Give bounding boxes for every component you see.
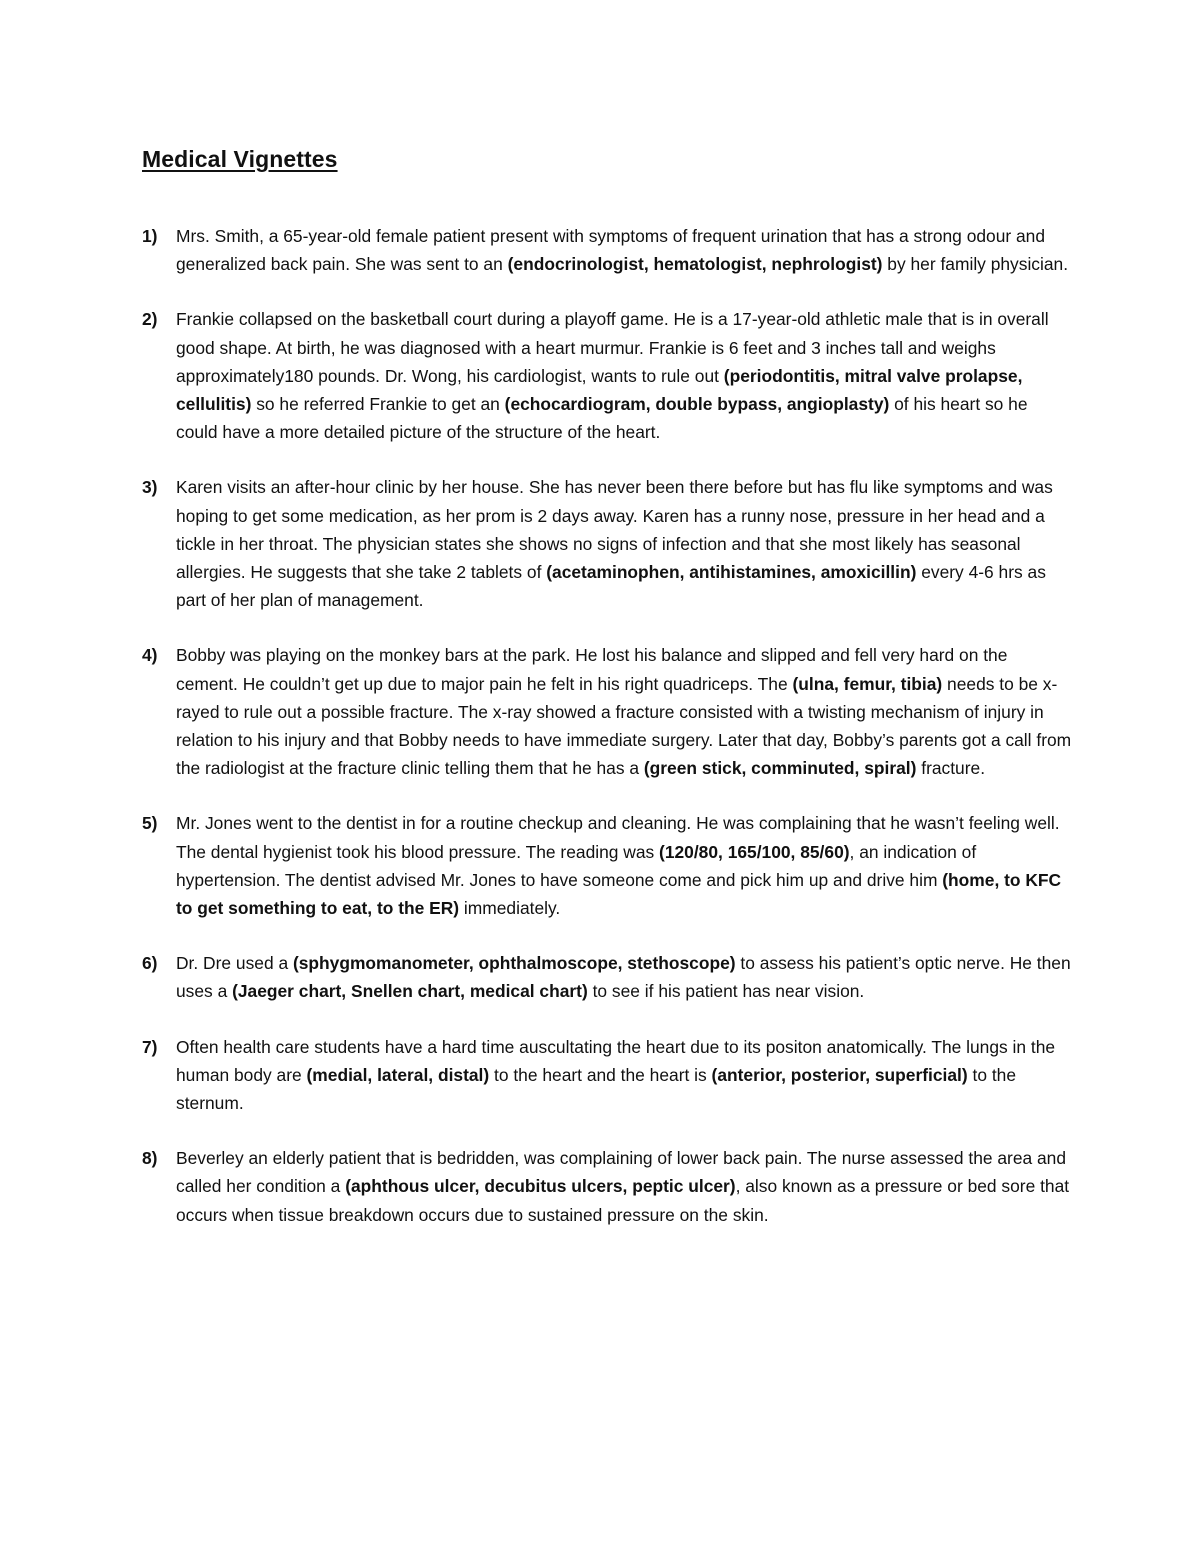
vignette-text-segment: Bobby was playing on the monkey bars at the park. He lost his balance and slipped and fell very hard on the cement. He couldn’t get up due to major pain he felt in his right quadriceps. The: [176, 645, 1008, 694]
answer-choices: (periodontitis, mitral valve prolapse, cellulitis): [176, 365, 1023, 415]
vignette-text-segment: Mrs. Smith, a 65-year-old female patient present with symptoms of frequent urination that has a strong odour and generalized back pain. She was sent to an: [176, 226, 1046, 275]
vignette-item: [142, 949, 1072, 1005]
vignette-text-segment: Frankie collapsed on the basketball court during a playoff game. He is a 17-year-old athletic male that is in overall good shape. At birth, he was diagnosed with a heart murmur. Frankie is 6 feet and 3 inches tall and weighs approximately180 pounds. Dr. Wong, his cardiologist, wants to rule out: [176, 309, 1049, 386]
vignette-text-segment: fracture.: [916, 758, 986, 779]
answer-choices: (sphygmomanometer, ophthalmoscope, stethoscope): [292, 953, 736, 974]
answer-choices: (endocrinologist, hematologist, nephrologist): [507, 254, 883, 275]
answer-choices: (Jaeger chart, Snellen chart, medical chart): [232, 981, 588, 1002]
vignette-text: [176, 222, 1072, 278]
answer-choices: (aphthous ulcer, decubitus ulcers, peptic ulcer): [345, 1176, 736, 1197]
vignette-item: [142, 473, 1072, 614]
vignette-text: [176, 949, 1072, 1005]
vignette-number: 7): [142, 1036, 158, 1057]
vignette-text-segment: , an indication of hypertension. The dentist advised Mr. Jones to have someone come and pick him up and drive him: [176, 841, 977, 890]
vignette-text: [176, 1144, 1072, 1229]
answer-choices: (acetaminophen, antihistamines, amoxicillin): [546, 562, 917, 583]
vignette-text-segment: to the sternum.: [176, 1064, 1016, 1114]
vignette-number: 2): [142, 309, 158, 330]
vignette-list: [142, 222, 1072, 1256]
vignette-number: 3): [142, 477, 158, 498]
vignette-text-segment: to see if his patient has near vision.: [587, 981, 865, 1002]
vignette-text-segment: by her family physician.: [882, 254, 1069, 275]
vignette-text: [176, 473, 1072, 614]
vignette-item: [142, 222, 1072, 278]
vignette-text: [176, 641, 1072, 782]
vignette-number: 8): [142, 1148, 158, 1169]
vignette-number: 6): [142, 953, 158, 974]
vignette-text-segment: Mr. Jones went to the dentist in for a routine checkup and cleaning. He was complaining that he wasn’t feeling well. The dental hygienist took his blood pressure. The reading was: [176, 813, 1060, 862]
vignette-text-segment: every 4-6 hrs as part of her plan of management.: [176, 562, 1046, 611]
vignette-text-segment: Often health care students have a hard time auscultating the heart due to its positon anatomically. The lungs in the human body are: [176, 1036, 1056, 1085]
vignette-text-segment: Karen visits an after-hour clinic by her house. She has never been there before but has flu like symptoms and was hoping to get some medication, as her prom is 2 days away. Karen has a runny nose, pressure in her head and a tickle in her throat. The physician states she shows no signs of infection and that she most likely has seasonal allergies. He suggests that she take 2 tablets of: [176, 477, 1053, 583]
vignette-item: [142, 1144, 1072, 1229]
vignette-number: 1): [142, 226, 158, 246]
vignette-text-segment: of his heart so he could have a more detailed picture of the structure of the heart.: [176, 394, 1028, 443]
vignette-item: [142, 641, 1072, 782]
vignette-text-segment: Beverley an elderly patient that is bedridden, was complaining of lower back pain. The nurse assessed the area and called her condition a: [176, 1148, 1067, 1197]
answer-choices: (120/80, 165/100, 85/60): [659, 841, 850, 862]
vignette-item: [142, 305, 1072, 446]
vignette-text: [176, 809, 1072, 922]
vignette-number: 4): [142, 645, 158, 666]
answer-choices: (home, to KFC to get something to eat, to the ER): [176, 869, 1062, 919]
answer-choices: (echocardiogram, double bypass, angioplasty): [504, 394, 890, 415]
vignette-text: [176, 305, 1072, 446]
vignette-text-segment: immediately.: [459, 898, 561, 919]
vignette-text-segment: , also known as a pressure or bed sore that occurs when tissue breakdown occurs due to sustained pressure on the skin.: [176, 1176, 1070, 1225]
vignette-number: 5): [142, 813, 158, 834]
answer-choices: (medial, lateral, distal): [306, 1064, 490, 1085]
vignette-item: [142, 809, 1072, 922]
vignette-text-segment: to assess his patient’s optic nerve. He then uses a: [176, 953, 1071, 1002]
answer-choices: (anterior, posterior, superficial): [711, 1064, 968, 1085]
answer-choices: (green stick, comminuted, spiral): [643, 758, 917, 779]
page-title: Medical Vignettes: [142, 146, 338, 172]
vignette-item: [142, 1033, 1072, 1118]
vignette-text-segment: needs to be x-rayed to rule out a possible fracture. The x-ray showed a fracture consisted with a twisting mechanism of injury in relation to his injury and that Bobby needs to have immediate surgery. Later that day, Bobby’s parents got a call from the radiologist at the fracture clinic telling them that he has a: [176, 673, 1072, 779]
answer-choices: (ulna, femur, tibia): [792, 673, 943, 694]
vignette-text-segment: to the heart and the heart is: [489, 1064, 712, 1085]
vignette-text-segment: Dr. Dre used a: [176, 953, 293, 974]
vignette-text-segment: so he referred Frankie to get an: [251, 394, 505, 415]
vignette-text: [176, 1033, 1072, 1118]
